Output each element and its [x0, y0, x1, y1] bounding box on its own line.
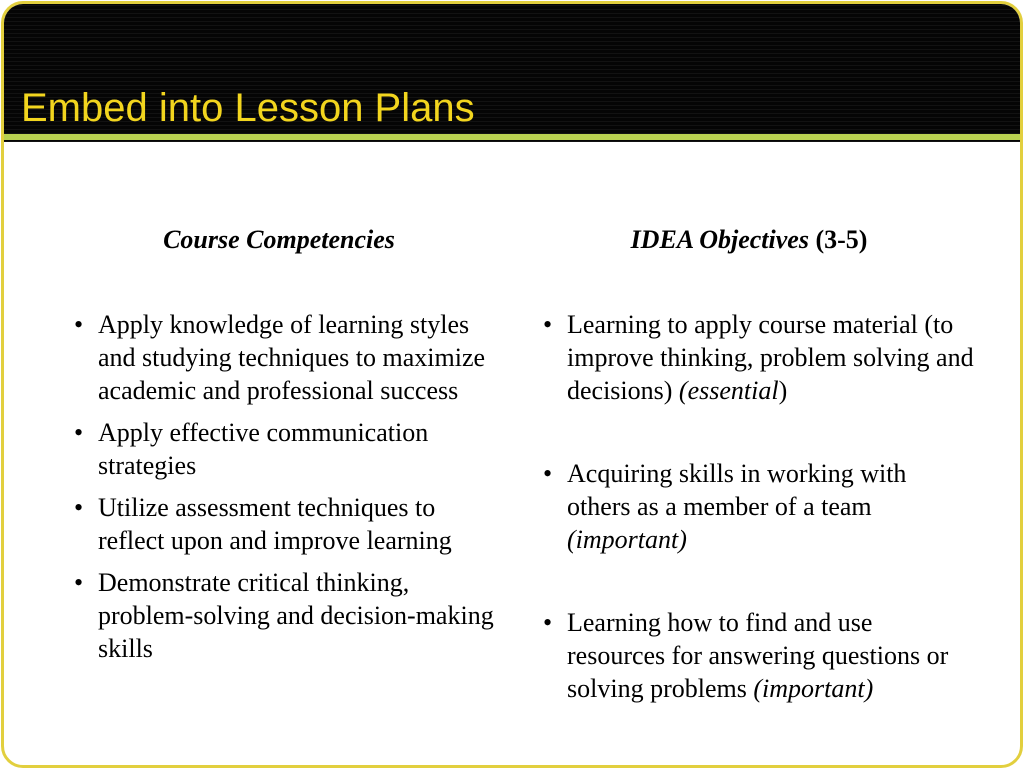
objectives-list: [535, 308, 975, 755]
left-column-heading: Course Competencies: [163, 225, 395, 254]
bullet-icon: •: [74, 568, 84, 597]
bullet-icon: •: [543, 310, 553, 339]
bullet-icon: •: [74, 310, 84, 339]
slide-title: Embed into Lesson Plans: [21, 86, 475, 130]
list-item: • Acquiring skills in working with others as a member of a team (important): [543, 459, 907, 554]
bullet-icon: •: [543, 608, 553, 637]
right-heading-main: IDEA Objectives: [630, 225, 809, 254]
list-item: • Apply effective communication strategies: [74, 418, 429, 480]
competencies-list: [66, 308, 506, 674]
list-item: • Learning to apply course material (to improve thinking, problem solving and decisions) (essential): [543, 310, 974, 405]
list-item: • Demonstrate critical thinking, problem-solving and decision-making skills: [74, 568, 494, 663]
list-item: • Learning how to find and use resources for answering questions or solving problems (important): [543, 608, 949, 703]
bullet-icon: •: [74, 418, 84, 447]
bullet-icon: •: [74, 493, 84, 522]
slide-frame: [1, 1, 1023, 768]
right-column-heading: [514, 222, 984, 258]
list-item: • Utilize assessment techniques to reflect upon and improve learning: [74, 493, 452, 555]
header-accent-line: [4, 134, 1020, 140]
bullet-icon: •: [543, 459, 553, 488]
right-heading-suffix: (3-5): [808, 225, 868, 254]
list-item: • Apply knowledge of learning styles and studying techniques to maximize academic and professional success: [74, 310, 486, 405]
